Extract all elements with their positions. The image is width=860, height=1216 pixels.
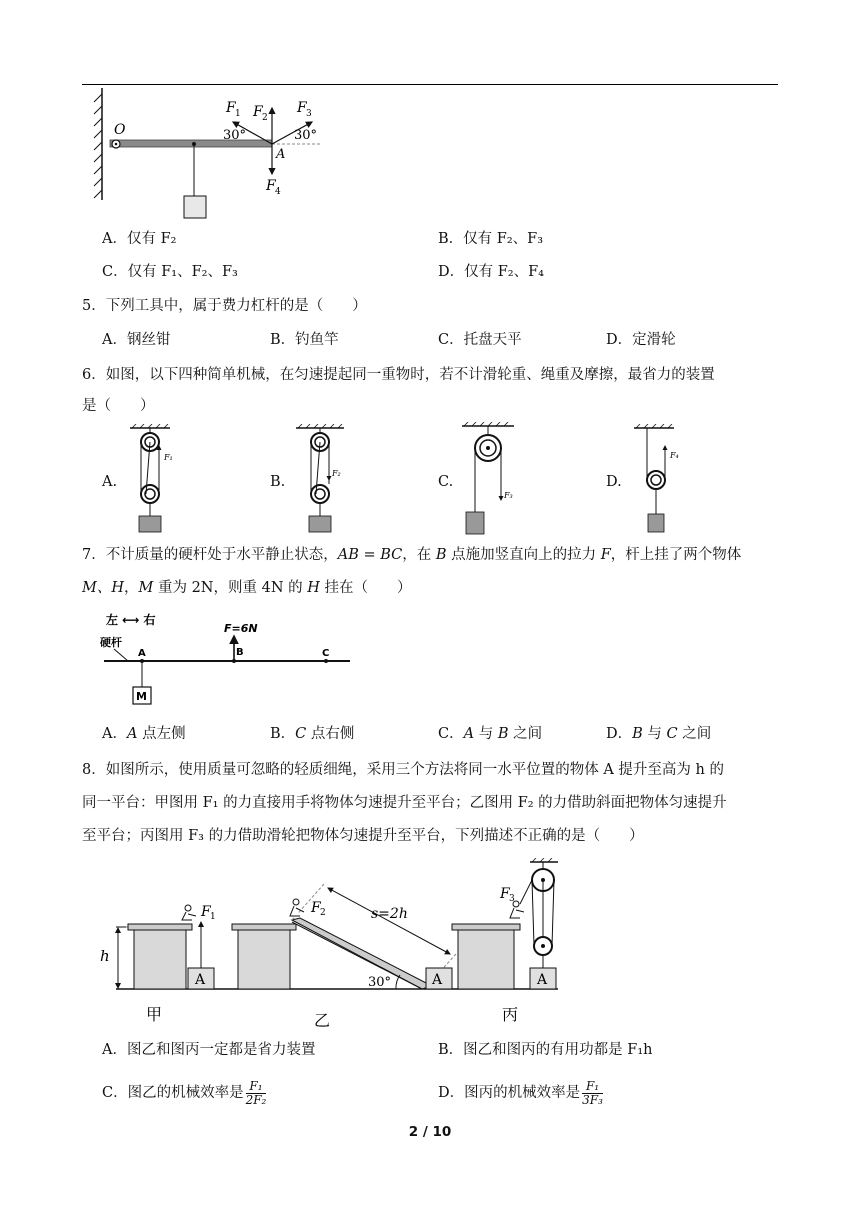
q7-stem-line2: M、H，M 重为 2N，则重 4N 的 H 挂在（ ） bbox=[82, 580, 412, 596]
q6-figure-c bbox=[458, 422, 522, 538]
header-rule bbox=[82, 84, 778, 85]
q7-option-a: A．A 点左侧 bbox=[102, 726, 186, 742]
q6-stem-line2: 是（ ） bbox=[82, 398, 155, 414]
q7-force: F=6N bbox=[224, 622, 258, 635]
q5-stem: 5．下列工具中，属于费力杠杆的是（ ） bbox=[82, 298, 367, 314]
q8-f2-sub: 2 bbox=[320, 908, 326, 918]
q6-label-a: A. bbox=[102, 474, 118, 490]
q8-stem-line1: 8．如图所示，使用质量可忽略的轻质细绳，采用三个方法将同一水平位置的物体 A 提升至高为 h 的 bbox=[82, 762, 724, 778]
q8-f3-sub: 3 bbox=[509, 894, 515, 904]
q8-stem-line2: 同一平台：甲图用 F₁ 的力直接用手将物体匀速提升至平台；乙图用 F₂ 的力借助斜面把物体匀速提升 bbox=[82, 795, 727, 811]
q4-option-b: B．仅有 F₂、F₃ bbox=[438, 231, 544, 247]
q4-f3-sub: 3 bbox=[306, 109, 312, 119]
q7-point-b: B bbox=[236, 647, 244, 658]
q8-option-c-fraction: $\frac{\text{F₁}}{\text{2F₂}}$ bbox=[245, 1078, 267, 1107]
q7-rod-label: 硬杆 bbox=[100, 636, 122, 649]
q5-option-b: B．钓鱼竿 bbox=[270, 332, 339, 348]
q7-mass-m: M bbox=[136, 690, 147, 703]
q4-f4-sub: 4 bbox=[275, 187, 281, 197]
q6-label-d: D. bbox=[606, 474, 622, 490]
q6-f3: F₃ bbox=[504, 491, 513, 500]
q4-f1: F bbox=[226, 100, 236, 116]
q6-f2: F₂ bbox=[332, 469, 341, 478]
q4-angle-left: 30° bbox=[223, 128, 247, 143]
q5-option-c: C．托盘天平 bbox=[438, 332, 522, 348]
q4-f3: F bbox=[297, 100, 307, 116]
q8-angle: 30° bbox=[368, 975, 392, 990]
q4-f1-sub: 1 bbox=[235, 109, 241, 119]
q7-stem-line1: 7．不计质量的硬杆处于水平静止状态，AB = BC，在 B 点施加竖直向上的拉力 F，杆上挂了两个物体 bbox=[82, 547, 742, 563]
q8-s-label: s=2h bbox=[371, 906, 408, 922]
q4-label-o: O bbox=[114, 122, 126, 138]
q8-f1-sub: 1 bbox=[210, 912, 216, 922]
q8-block-yi: A bbox=[432, 972, 443, 988]
q6-figure-b bbox=[292, 424, 352, 536]
q4-f4: F bbox=[266, 178, 276, 194]
q7-point-a: A bbox=[138, 648, 146, 659]
q8-block-bing: A bbox=[537, 972, 548, 988]
q4-option-c: C．仅有 F₁、F₂、F₃ bbox=[102, 264, 238, 280]
q8-stem-line3: 至平台；丙图用 F₃ 的力借助滑轮把物体匀速提升至平台，下列描述不正确的是（ ） bbox=[82, 828, 644, 844]
q5-option-d: D．定滑轮 bbox=[606, 332, 676, 348]
q8-f2: F bbox=[311, 900, 321, 916]
q8-block-jia: A bbox=[195, 972, 206, 988]
q6-figure-d bbox=[630, 424, 690, 536]
q8-option-a: A．图乙和图丙一定都是省力装置 bbox=[102, 1042, 316, 1058]
q8-f1: F bbox=[201, 904, 211, 920]
q6-f1: F₁ bbox=[164, 453, 173, 462]
q8-option-b: B．图乙和图丙的有用功都是 F₁h bbox=[438, 1042, 653, 1058]
q7-point-c: C bbox=[322, 648, 330, 659]
q7-option-b: B．C 点右侧 bbox=[270, 726, 355, 742]
q8-option-d: D．图丙的机械效率是 $\frac{\text{F₁}}{\text{3F₃}}$ bbox=[438, 1078, 603, 1107]
q8-option-c: C．图乙的机械效率是 $\frac{\text{F₁}}{\text{2F₂}}$ bbox=[102, 1078, 267, 1107]
q4-label-a: A bbox=[276, 147, 286, 162]
q8-f3: F bbox=[500, 886, 510, 902]
q6-label-b: B. bbox=[270, 474, 286, 490]
q8-caption-yi: 乙 bbox=[314, 1011, 331, 1030]
q7-option-d: D．B 与 C 之间 bbox=[606, 726, 712, 742]
q6-figure-a bbox=[122, 424, 182, 536]
q6-label-c: C. bbox=[438, 474, 454, 490]
q4-option-a: A．仅有 F₂ bbox=[102, 231, 177, 247]
q5-option-a: A．钢丝钳 bbox=[102, 332, 171, 348]
q8-h-label: h bbox=[100, 947, 110, 965]
q4-option-d: D．仅有 F₂、F₄ bbox=[438, 264, 544, 280]
q4-angle-right: 30° bbox=[294, 128, 318, 143]
q7-direction: 左 ⟷ 右 bbox=[106, 613, 156, 627]
page-number: 2 / 10 bbox=[408, 1124, 452, 1140]
q4-lever-figure bbox=[90, 86, 330, 226]
q4-f2: F bbox=[253, 104, 263, 120]
q7-rod-figure bbox=[96, 610, 356, 710]
q8-caption-jia: 甲 bbox=[146, 1005, 163, 1024]
q8-option-d-fraction: $\frac{\text{F₁}}{\text{3F₃}}$ bbox=[582, 1078, 603, 1107]
q8-caption-bing: 丙 bbox=[502, 1005, 519, 1024]
q7-option-c: C．A 与 B 之间 bbox=[438, 726, 543, 742]
q8-figure bbox=[96, 858, 566, 1030]
q6-stem-line1: 6．如图，以下四种简单机械，在匀速提起同一重物时，若不计滑轮重、绳重及摩擦，最省力的装置 bbox=[82, 367, 715, 383]
q6-f4: F₄ bbox=[670, 451, 679, 460]
q4-f2-sub: 2 bbox=[262, 113, 268, 123]
